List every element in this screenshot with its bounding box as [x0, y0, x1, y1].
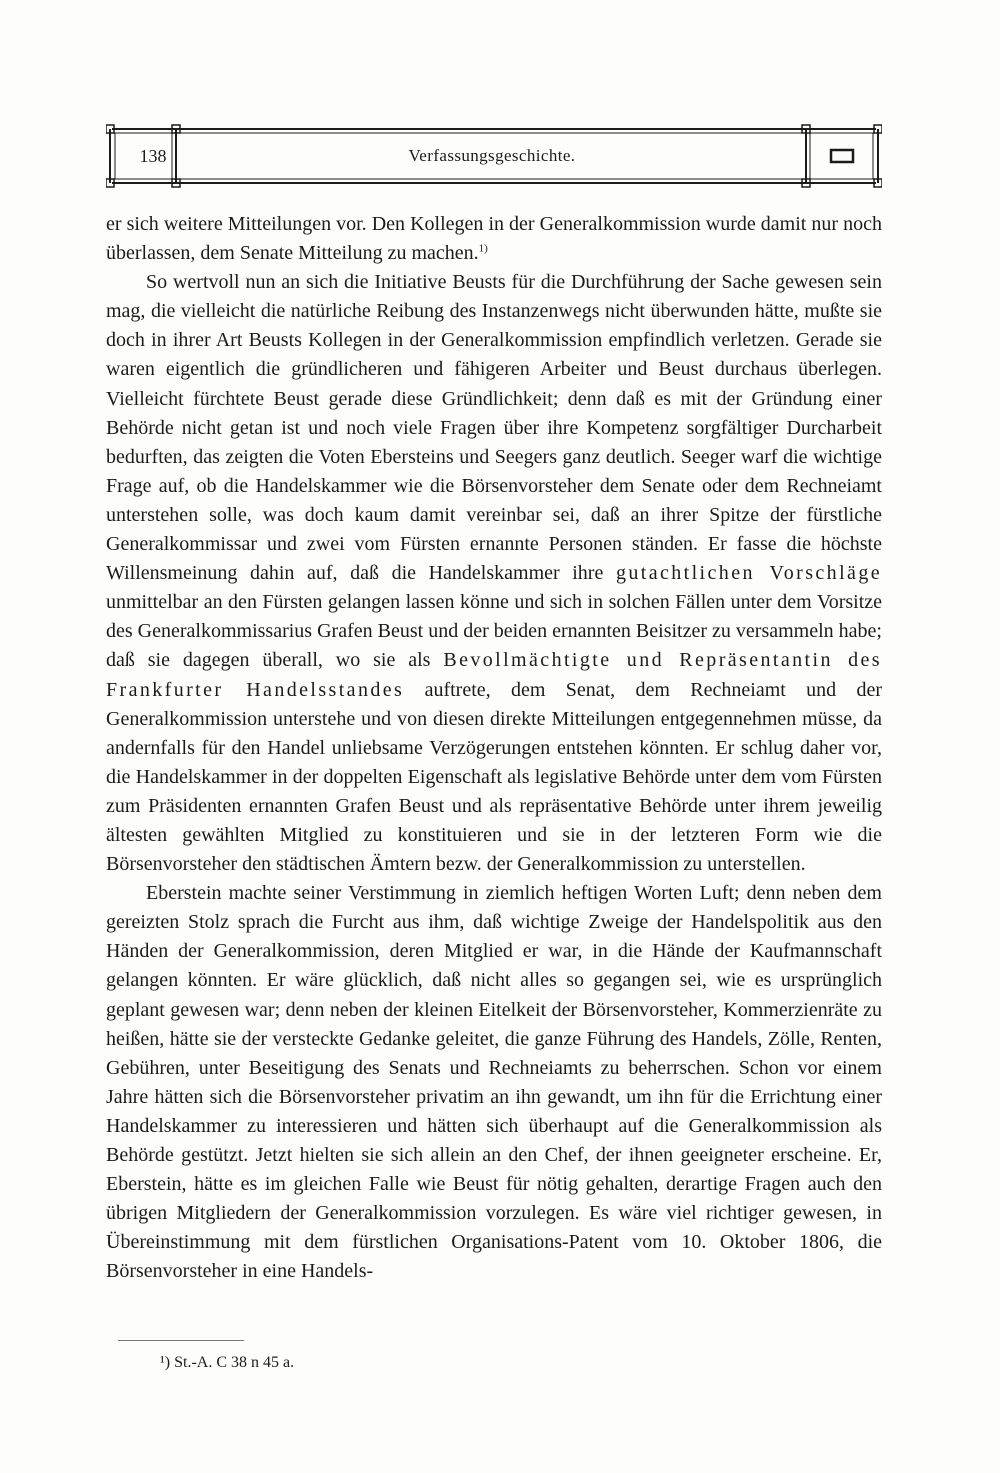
running-title: Verfassungsgeschichte.	[408, 146, 576, 165]
footnote: ¹) St.-A. C 38 n 45 a.	[160, 1354, 295, 1371]
footnote-rule	[118, 1340, 244, 1341]
spaced-phrase-1: gutachtlichen Vorschläge	[615, 562, 882, 585]
spaced-phrase-2: Bevollmächtigte und Repräsentantin des Frankfurter Handelsstandes	[106, 649, 882, 701]
paragraph-2	[106, 268, 882, 879]
page-number: 138	[139, 146, 167, 166]
footnote-ref: 1)	[478, 242, 488, 255]
paragraph-2-text-b: unmittelbar an den Fürsten gelangen lassen könne und sich in solchen Fällen unter dem Vorsitze des Generalkommissarius Grafen Beust und der beiden ernannten Beisitzer zu versammeln habe; daß sie dagegen überall, wo sie als	[106, 591, 882, 672]
paragraph-2-text-a: So wertvoll nun an sich die Initiative Beusts für die Durchführung der Sache gewesen sein mag, die vielleicht die natürliche Reibung des Instanzenwegs nicht überwunden hätte, mußte sie doch in ihrer Art Beusts Kollegen in der Generalkommission empfindlich verletzen. Gerade sie waren eigentlich die gründlicheren und fähigeren Arbeiter und Beust durchaus überlegen. Vielleicht fürchtete Beust gerade diese Gründlichkeit; denn daß es mit der Gründung einer Behörde nicht getan ist und noch viele Fragen über ihre Kompetenz sorgfältiger Durcharbeit bedurften, das zeigten die Voten Ebersteins und Seegers ganz deutlich. Seeger warf die wichtige Frage auf, ob die Handelskammer wie die Börsenvorsteher dem Senate oder dem Rechneiamt unterstehen solle, was doch kaum damit vereinbar sei, daß an ihrer Spitze der fürstliche Generalkommissar und zwei vom Fürsten ernannte Personen ständen. Er fasse die höchste Willensmeinung dahin auf, daß die Handelskammer ihre	[106, 271, 882, 585]
main-text	[106, 210, 882, 1286]
paragraph-1	[106, 210, 882, 268]
ornament-box-icon	[831, 150, 853, 162]
paragraph-2-text-c: auftrete, dem Senat, dem Rechneiamt und der Generalkommission unterstehe und von diesen direkte Mitteilungen entgegennehmen müsse, da andernfalls für den Handel unliebsame Verzögerungen entstehen könnten. Er schlug daher vor, die Handelskammer in der doppelten Eigenschaft als legislative Behörde unter dem vom Fürsten zum Präsidenten ernannten Grafen Beust und als repräsentative Behörde unter ihrem jeweilig ältesten gewählten Mitglied zu konstituieren und sie in der letzteren Form wie die Börsenvorsteher den städtischen Ämtern bezw. der Generalkommission zu unterstellen.	[106, 678, 883, 876]
paragraph-3: Eberstein machte seiner Verstimmung in ziemlich heftigen Worten Luft; denn neben dem gereizten Stolz sprach die Furcht aus ihm, daß wichtige Zweige der Handelspolitik aus den Händen der Generalkommission, deren Mitglied er war, in die Hände der Kaufmannschaft gelangen könnten. Er wäre glücklich, daß nicht alles so gegangen sei, wie es ursprünglich geplant gewesen war; denn neben der kleinen Eitelkeit der Börsenvorsteher, Kommerzienräte zu heißen, hätte sie der versteckte Gedanke geleitet, die ganze Führung des Handels, Zölle, Renten, Gebühren, unter Beseitigung des Senats und Rechneiamts zu beherrschen. Schon vor einem Jahre hätten sich die Börsenvorsteher privatim an ihn gewandt, um ihn für die Errichtung einer Handelskammer zu interessieren und hätten sich überhaupt auf die Generalkommission als Behörde gestützt. Jetzt hielten sie sich allein an den Chef, der ihnen geeigneter erscheine. Er, Eberstein, hätte es im gleichen Falle wie Beust für nötig gehalten, derartige Fragen auch den übrigen Mitgliedern der Generalkommission vorzulegen. Es wäre viel richtiger gewesen, in Übereinstimmung mit dem fürstlichen Organisations-Patent vom 10. Oktober 1806, die Börsenvorsteher in eine Handels-	[106, 882, 882, 1283]
running-header	[106, 124, 882, 188]
paragraph-1-text: er sich weitere Mitteilungen vor. Den Kollegen in der Generalkommission wurde damit nur noch überlassen, dem Senate Mitteilung zu machen.	[106, 213, 882, 265]
